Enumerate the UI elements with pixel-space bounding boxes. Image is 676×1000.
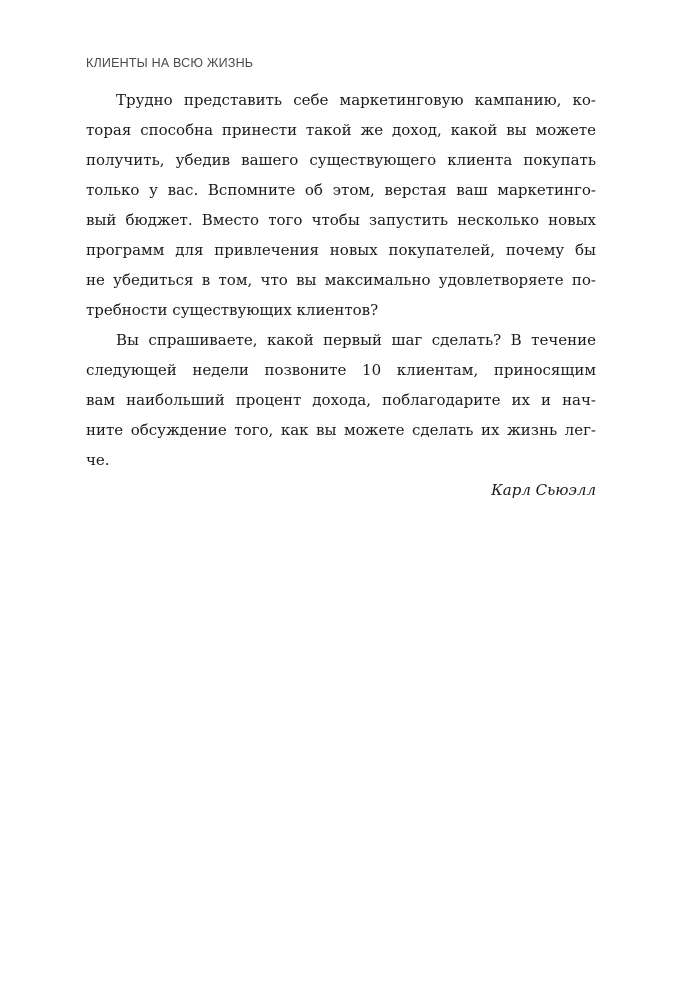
author-signature: Карл Сьюэлл <box>491 481 596 499</box>
text-line: следующей недели позвоните 10 клиентам, приносящим <box>86 361 596 379</box>
text-line: торая способна принести такой же доход, какой вы можете <box>86 121 596 139</box>
text-line: требности существующих клиентов? <box>86 301 379 319</box>
text-line: не убедиться в том, что вы максимально удовлетворяете по- <box>86 271 596 289</box>
text-line: че. <box>86 451 110 469</box>
text-line: только у вас. Вспомните об этом, верстая ваш маркетинго- <box>86 181 596 199</box>
text-line: вам наибольший процент дохода, поблагодарите их и нач- <box>86 391 596 409</box>
paragraph <box>86 85 596 325</box>
text-line: программ для привлечения новых покупателей, почему бы <box>86 241 596 259</box>
text-line: ните обсуждение того, как вы можете сделать их жизнь лег- <box>86 421 596 439</box>
text-line: получить, убедив вашего существующего клиента покупать <box>86 151 596 169</box>
body-text <box>86 85 596 505</box>
text-line: Вы спрашиваете, какой первый шаг сделать? В течение <box>116 331 596 349</box>
text-line: Трудно представить себе маркетинговую кампанию, ко- <box>116 91 596 109</box>
paragraph <box>86 325 596 475</box>
running-head: КЛИЕНТЫ НА ВСЮ ЖИЗНЬ <box>86 56 254 70</box>
text-line: вый бюджет. Вместо того чтобы запустить несколько новых <box>86 211 596 229</box>
